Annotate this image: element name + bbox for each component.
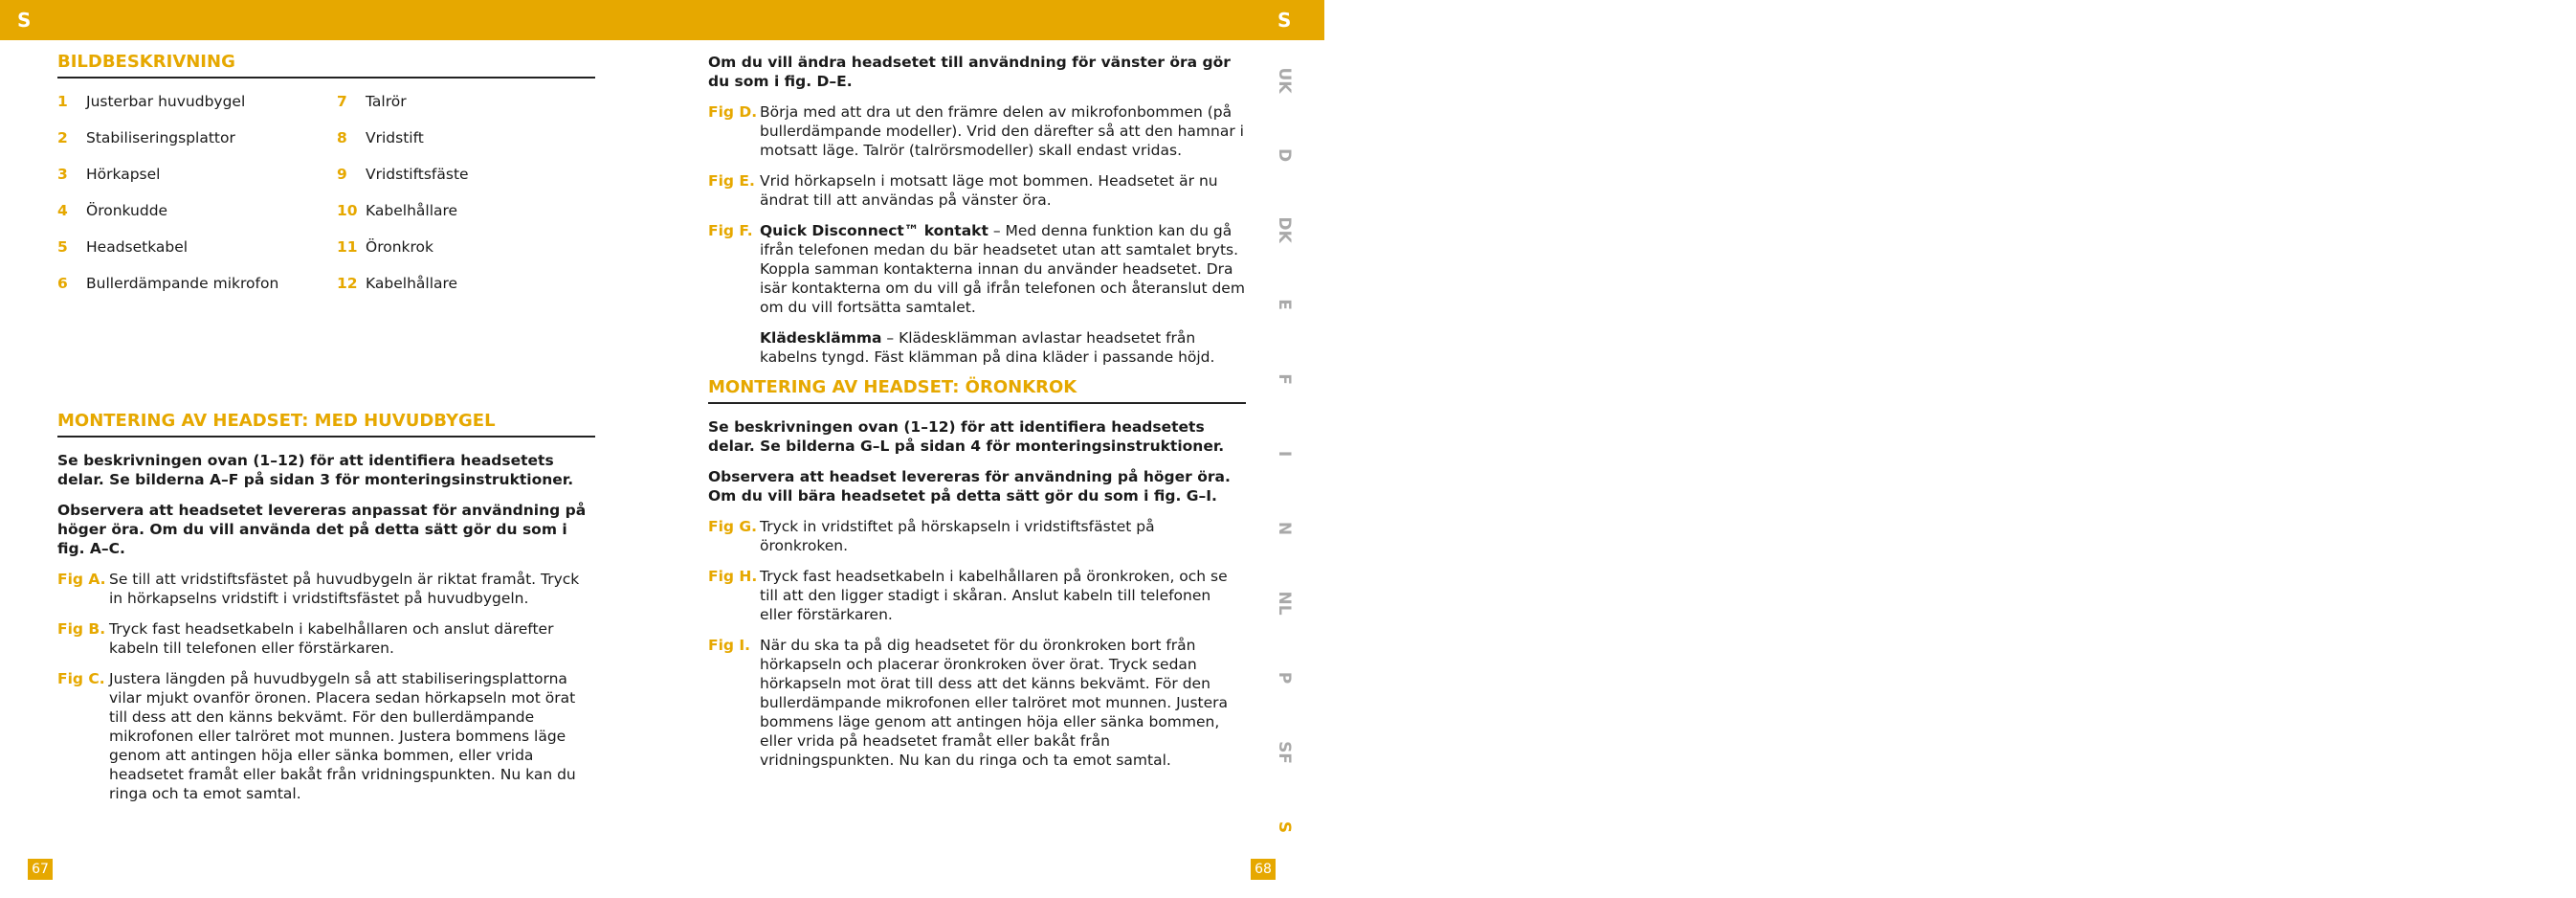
part-item: 12 Kabelhållare (337, 275, 458, 292)
fig-c: Fig C. Justera längden på huvudbygeln så att stabiliseringsplattorna vilar mjukt ovanför öronen. Placera sedan hörkapseln mot örat till dess att den känns bekvämt. För den bullerdämpande mikrofonen eller talröret mot munnen. Justera bommens läge genom att antingen höja eller sänka bommen, eller vrida headsetet framåt eller bakåt från vridningspunkten. Nu kan du ringa och ta emot samtal. (57, 670, 576, 802)
language-tab-f[interactable]: F (1275, 373, 1294, 385)
right-page (708, 53, 1246, 781)
language-tab-p[interactable]: P (1275, 671, 1294, 685)
language-tab-dk[interactable]: DK (1275, 216, 1294, 243)
page-number-right: 68 (1251, 859, 1276, 880)
part-item: 4 Öronkudde (57, 202, 168, 219)
fig-i: Fig I. När du ska ta på dig headsetet för du öronkroken bort från hörkapseln och placerar öronkroken över örat. Tryck sedan hörkapseln mot örat till dess att det känns bekvämt. För den bullerdämpande mikrofonen eller talröret mot munnen. Justera bommens läge genom att antingen höja eller sänka bommen, eller vrida på headsetet framåt eller bakåt från vridningspunkten. Nu kan du ringa och ta emot samtal. (708, 637, 1229, 769)
fig-b: Fig B. Tryck fast headsetkabeln i kabelhållaren och anslut därefter kabeln till telefonen eller förstärkaren. (57, 620, 554, 657)
page-number-left: 67 (28, 859, 53, 880)
part-item: 11 Öronkrok (337, 238, 434, 256)
headband-intro-2: Observera att headsetet levereras anpassat för användning på höger öra. Om du vill använda det på detta sätt gör du som i fig. A–C. (57, 502, 587, 557)
language-tab-sf[interactable]: SF (1275, 741, 1294, 764)
part-item: 2 Stabiliseringsplattor (57, 129, 235, 146)
part-item: 3 Hörkapsel (57, 166, 161, 183)
language-code-left: S (17, 9, 32, 32)
part-item: 5 Headsetkabel (57, 238, 189, 256)
earhook-intro-1: Se beskrivningen ovan (1–12) för att identifiera headsetets delar. Se bilderna G–L på sidan 4 för monteringsinstruktioner. (708, 418, 1225, 455)
part-item: 1 Justerbar huvudbygel (57, 93, 246, 110)
part-item: 7 Talrör (337, 93, 407, 110)
parts-list (57, 92, 595, 293)
part-item: 9 Vridstiftsfäste (337, 166, 469, 183)
left-ear-intro: Om du vill ändra headsetet till användning för vänster öra gör du som i fig. D–E. (708, 54, 1231, 90)
earhook-intro-2: Observera att headset levereras för användning på höger öra. Om du vill bära headsetet på detta sätt gör du som i fig. G–I. (708, 468, 1231, 505)
part-item: 10 Kabelhållare (337, 202, 458, 219)
language-tab-nl[interactable]: NL (1275, 591, 1294, 616)
parts-heading: BILDBESKRIVNING (57, 53, 595, 79)
language-tab-uk[interactable]: UK (1275, 67, 1294, 94)
headband-intro-1: Se beskrivningen ovan (1–12) för att identifiera headsetets delar. Se bilderna A–F på sidan 3 för monteringsinstruktioner. (57, 452, 574, 488)
headband-section (57, 412, 595, 815)
left-page (57, 53, 595, 293)
fig-f: Fig F. Quick Disconnect™ kontakt – Med denna funktion kan du gå ifrån telefonen medan du bär headsetet utan att samtalet bryts. Koppla samman kontakterna innan du använder headsetet. Dra isär kontakterna om du vill gå ifrån telefonen och återanslut dem om du vill fortsätta samtalet. (708, 222, 1245, 316)
header-bar (0, 0, 1324, 40)
language-tab-d[interactable]: D (1275, 147, 1294, 163)
language-code-right: S (1277, 9, 1292, 32)
language-tab-e[interactable]: E (1275, 299, 1294, 310)
fig-e: Fig E. Vrid hörkapseln i motsatt läge mot bommen. Headsetet är nu ändrat till att användas på vänster öra. (708, 172, 1218, 209)
clothing-clip-note: Klädesklämma – Klädesklämman avlastar headsetet från kabelns tyngd. Fäst klämman på dina kläder i passande höjd. (760, 329, 1215, 366)
fig-d: Fig D. Börja med att dra ut den främre delen av mikrofonbommen (på bullerdämpande modeller). Vrid den därefter så att den hamnar i motsatt läge. Talrör (talrörsmodeller) skall endast vridas. (708, 103, 1244, 159)
part-item: 6 Bullerdämpande mikrofon (57, 275, 279, 292)
headband-heading: MONTERING AV HEADSET: MED HUVUDBYGEL (57, 412, 595, 438)
language-tab-s[interactable]: S (1275, 820, 1294, 834)
language-tab-i[interactable]: I (1275, 450, 1294, 458)
fig-g: Fig G. Tryck in vridstiftet på hörskapseln i vridstiftsfästet på öronkroken. (708, 518, 1155, 554)
fig-h: Fig H. Tryck fast headsetkabeln i kabelhållaren på öronkroken, och se till att den ligger stadigt i skåran. Anslut kabeln till telefonen eller förstärkaren. (708, 568, 1228, 623)
part-item: 8 Vridstift (337, 129, 424, 146)
fig-a: Fig A. Se till att vridstiftsfästet på huvudbygeln är riktat framåt. Tryck in hörkapselns vridstift i vridstiftsfästet på huvudbygeln. (57, 571, 580, 607)
earhook-heading: MONTERING AV HEADSET: ÖRONKROK (708, 378, 1246, 404)
language-tab-n[interactable]: N (1275, 521, 1294, 536)
